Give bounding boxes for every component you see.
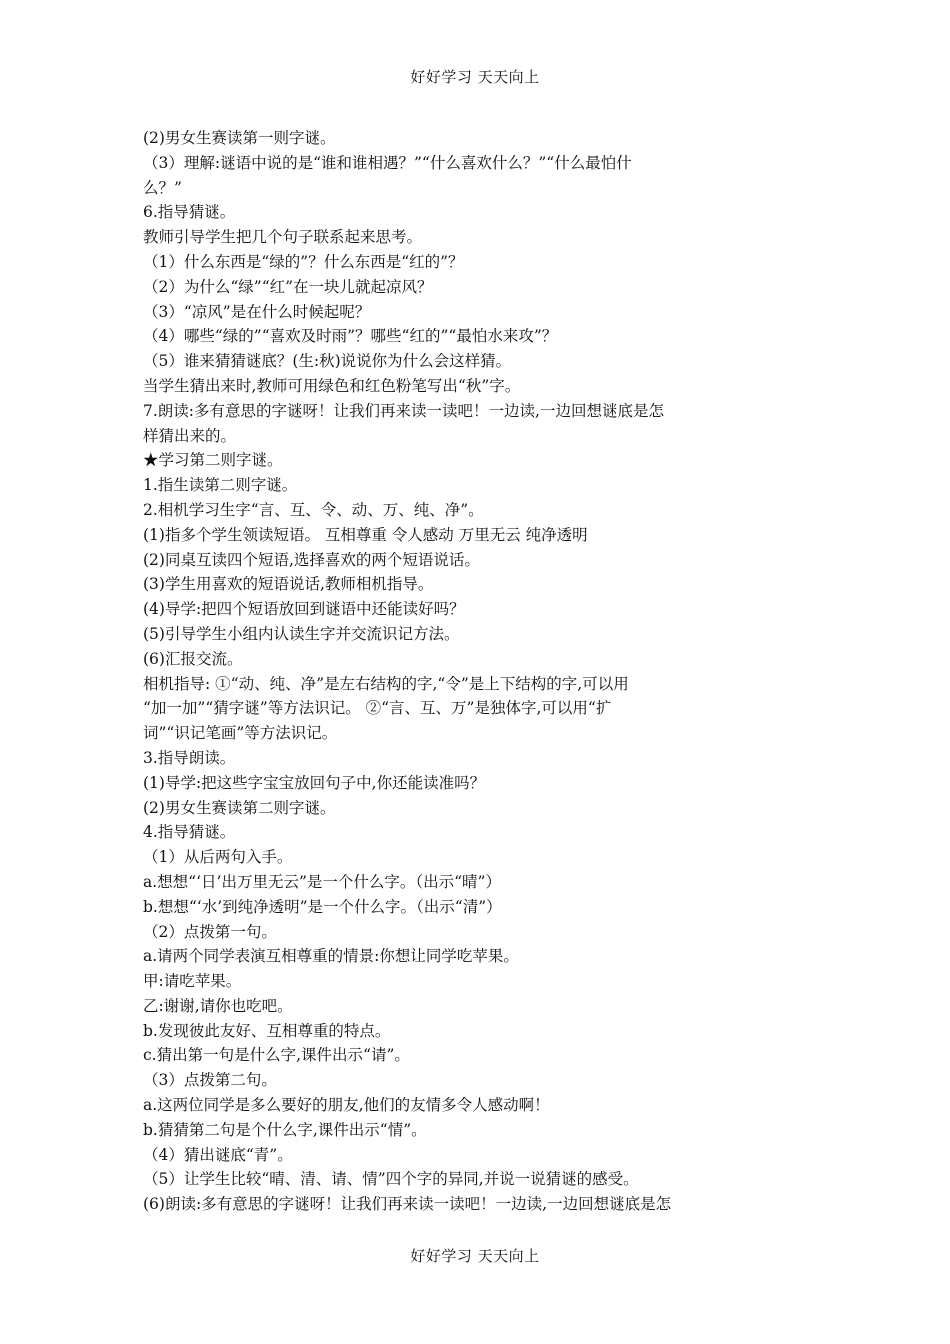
text-line: (5)引导学生小组内认读生字并交流识记方法。 — [143, 624, 460, 643]
text-line: 1.指生读第二则字谜。 — [143, 476, 298, 495]
text-line: 7.朗读:多有意思的字谜呀！让我们再来读一读吧！一边读,一边回想谜底是怎 — [143, 401, 664, 420]
text-line: （3）理解:谜语中说的是“谁和谁相遇？”“什么喜欢什么？”“什么最怕什 — [143, 153, 632, 172]
text-line: b.猜猜第二句是个什么字,课件出示“情”。 — [143, 1120, 427, 1139]
text-line: （1）从后两句入手。 — [143, 848, 293, 867]
text-line: （5）让学生比较“晴、清、请、情”四个字的异同,并说一说猜谜的感受。 — [143, 1170, 639, 1189]
text-line: （3）“凉风”是在什么时候起呢？ — [143, 302, 371, 321]
text-line: (2)男女生赛读第二则字谜。 — [143, 798, 336, 817]
text-line: (2)男女生赛读第一则字谜。 — [143, 129, 336, 147]
text-line: 么？” — [143, 178, 182, 197]
text-line: （2）点拨第一句。 — [143, 922, 277, 941]
text-line: 3.指导朗读。 — [143, 748, 236, 767]
text-line: （2）为什么“绿”“红”在一块儿就起凉风？ — [143, 277, 433, 296]
text-line: 2.相机学习生字“言、互、令、动、万、纯、净”。 — [143, 500, 484, 519]
text-line: (3)学生用喜欢的短语说话,教师相机指导。 — [143, 575, 434, 594]
text-line: 当学生猜出来时,教师可用绿色和红色粉笔写出“秋”字。 — [143, 376, 521, 395]
text-line: 教师引导学生把几个句子联系起来思考。 — [143, 228, 423, 247]
text-line: 4.指导猜谜。 — [143, 823, 236, 842]
text-line: （3）点拨第二句。 — [143, 1071, 277, 1090]
text-line: (4)导学:把四个短语放回到谜语中还能读好吗？ — [143, 600, 465, 619]
text-line: 6.指导猜谜。 — [143, 203, 236, 222]
text-line: “加一加”“猜字谜”等方法识记。 ②“言、互、万”是独体字,可以用“扩 — [143, 699, 612, 718]
text-line: 甲:请吃苹果。 — [143, 972, 242, 991]
text-line: （5）谁来猜猜谜底？(生:秋)说说你为什么会这样猜。 — [143, 352, 512, 371]
text-line: c.猜出第一句是什么字,课件出示“请”。 — [143, 1046, 410, 1065]
text-line: (6)汇报交流。 — [143, 649, 243, 668]
text-line: （1）什么东西是“绿的”？什么东西是“红的”？ — [143, 252, 464, 271]
text-line: a.这两位同学是多么要好的朋友,他们的友情多令人感动啊！ — [143, 1096, 550, 1115]
text-line: a.请两个同学表演互相尊重的情景:你想让同学吃苹果。 — [143, 947, 519, 966]
text-line: 乙:谢谢,请你也吃吧。 — [143, 996, 293, 1015]
text-line: （4）哪些“绿的”“喜欢及时雨”？哪些“红的”“最怕水来攻”？ — [143, 327, 558, 346]
text-line: (6)朗读:多有意思的字谜呀！让我们再来读一读吧！一边读,一边回想谜底是怎 — [143, 1195, 672, 1214]
text-line: (1)指多个学生领读短语。 互相尊重 令人感动 万里无云 纯净透明 — [143, 525, 588, 544]
text-line: (2)同桌互读四个短语,选择喜欢的两个短语说话。 — [143, 550, 480, 569]
text-line: 样猜出来的。 — [143, 426, 237, 445]
text-line: （4）猜出谜底“青”。 — [143, 1145, 293, 1164]
text-line: 词”“识记笔画”等方法识记。 — [143, 724, 338, 743]
text-line: b.发现彼此友好、互相尊重的特点。 — [143, 1021, 391, 1040]
text-line: ★学习第二则字谜。 — [143, 451, 283, 470]
page-footer: 好好学习 天天向上 — [410, 1247, 540, 1265]
text-line: (1)导学:把这些字宝宝放回句子中,你还能读准吗？ — [143, 773, 486, 792]
document-body — [143, 126, 809, 1217]
text-line: 相机指导: ①“动、纯、净”是左右结构的字,“令”是上下结构的字,可以用 — [143, 674, 629, 693]
page-header: 好好学习 天天向上 — [410, 68, 540, 86]
text-line: b.想想“‘水’到纯净透明”是一个什么字。（出示“清”） — [143, 897, 502, 916]
text-line: a.想想“‘日’出万里无云”是一个什么字。（出示“晴”） — [143, 872, 501, 891]
